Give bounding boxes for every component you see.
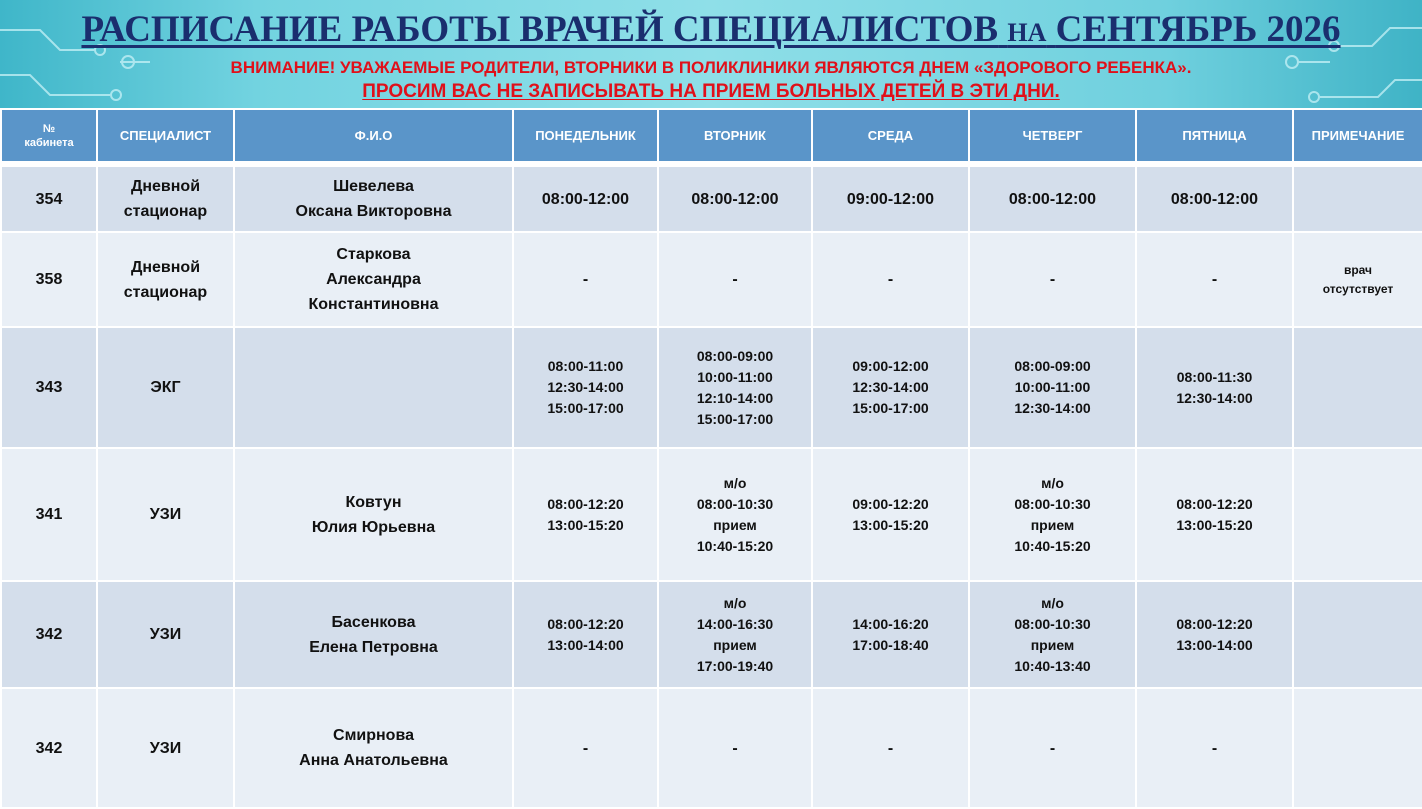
cell-name-line: Юлия Юрьевна [311, 518, 436, 536]
table-row [1, 327, 1422, 448]
cell-name-line: Елена Петровна [309, 638, 438, 656]
table-row [1, 688, 1422, 808]
cell-specialist [97, 164, 234, 232]
cell-friday [1136, 164, 1293, 232]
cell-name-line: Смирнова [333, 727, 414, 744]
cell-thursday-line: прием [1030, 516, 1075, 533]
cell-tuesday [658, 581, 812, 688]
cell-friday-line: - [1211, 271, 1218, 288]
cell-tuesday [658, 448, 812, 581]
cell-thursday-line: 08:00-12:00 [1008, 190, 1097, 208]
cell-wednesday [812, 232, 969, 327]
cell-monday [513, 232, 658, 327]
cell-friday [1136, 581, 1293, 688]
cell-thursday [969, 688, 1136, 808]
cell-monday-line: - [582, 739, 589, 757]
cell-specialist-line: ЭКГ [150, 379, 181, 396]
cell-thursday [969, 164, 1136, 232]
cell-thursday-line: 08:00-10:30 [1014, 495, 1091, 512]
cell-friday-line: 08:00-12:20 [1176, 615, 1253, 632]
cell-room: 343 [1, 327, 97, 448]
cell-thursday [969, 232, 1136, 327]
cell-name [234, 448, 513, 581]
cell-note [1293, 448, 1422, 581]
cell-name-line: Старкова [336, 246, 411, 263]
cell-thursday-line: - [1049, 271, 1056, 288]
cell-friday-line: 08:00-11:30 [1176, 368, 1253, 385]
cell-wednesday-line: 09:00-12:00 [852, 358, 929, 374]
cell-tuesday [658, 327, 812, 448]
cell-wednesday-line: 15:00-17:00 [852, 400, 929, 416]
table-row [1, 164, 1422, 232]
cell-thursday [969, 327, 1136, 448]
table-header-row [1, 109, 1422, 164]
cell-name [234, 581, 513, 688]
cell-wednesday [812, 688, 969, 808]
cell-room: 342 [1, 688, 97, 808]
cell-wednesday [812, 327, 969, 448]
cell-tuesday-line: 12:10-14:00 [696, 389, 774, 406]
cell-name-line: Шевелева [333, 178, 414, 195]
col-header-tuesday: ВТОРНИК [658, 109, 812, 164]
col-header-name: Ф.И.О [234, 109, 513, 164]
cell-thursday-line: 10:40-13:40 [1014, 657, 1091, 674]
cell-friday [1136, 448, 1293, 581]
cell-specialist-line: Дневной [130, 178, 201, 195]
page-title [0, 8, 1422, 55]
cell-room: 354 [1, 164, 97, 232]
title-main: РАСПИСАНИЕ РАБОТЫ ВРАЧЕЙ СПЕЦИАЛИСТОВ [81, 9, 999, 50]
cell-monday-line: 08:00-12:20 [547, 495, 624, 512]
col-header-friday: ПЯТНИЦА [1136, 109, 1293, 164]
col-header-specialist: СПЕЦИАЛИСТ [97, 109, 234, 164]
cell-wednesday-line: 09:00-12:20 [852, 495, 929, 512]
cell-thursday [969, 581, 1136, 688]
cell-monday-line: 15:00-17:00 [547, 400, 624, 416]
cell-specialist-line: стационар [123, 283, 208, 301]
cell-friday-line: 13:00-14:00 [1176, 636, 1253, 653]
cell-monday-line: 13:00-15:20 [547, 516, 624, 533]
cell-note [1293, 688, 1422, 808]
cell-tuesday-line: м/о [723, 594, 747, 611]
cell-monday [513, 327, 658, 448]
header-banner [0, 0, 1422, 108]
cell-name-line: Оксана Викторовна [295, 203, 452, 220]
schedule-table [0, 108, 1422, 809]
cell-tuesday-line: прием [713, 636, 757, 653]
cell-monday [513, 164, 658, 232]
cell-name-line: Анна Анатольевна [299, 752, 448, 769]
cell-room: 358 [1, 232, 97, 327]
cell-wednesday [812, 164, 969, 232]
cell-thursday [969, 448, 1136, 581]
cell-tuesday-line: м/о [723, 474, 747, 491]
cell-tuesday-line: 10:40-15:20 [696, 537, 774, 554]
warning-line-2: ПРОСИМ ВАС НЕ ЗАПИСЫВАТЬ НА ПРИЕМ БОЛЬНЫХ ДЕТЕЙ В ЭТИ ДНИ. [362, 81, 1060, 102]
cell-wednesday [812, 581, 969, 688]
cell-tuesday [658, 232, 812, 327]
cell-monday-line: 08:00-12:20 [547, 615, 624, 632]
cell-tuesday-line: 15:00-17:00 [696, 410, 774, 427]
cell-name-line: Константиновна [308, 296, 439, 313]
cell-tuesday-line: 08:00-12:00 [691, 190, 779, 208]
cell-tuesday-line: - [732, 739, 738, 757]
cell-friday [1136, 688, 1293, 808]
cell-friday-line: 13:00-15:20 [1176, 516, 1253, 533]
cell-wednesday-line: 17:00-18:40 [852, 636, 929, 653]
cell-specialist [97, 232, 234, 327]
cell-friday-line: 08:00-12:00 [1170, 190, 1259, 208]
cell-name-line: Ковтун [345, 493, 402, 511]
table-row [1, 448, 1422, 581]
table-row [1, 232, 1422, 327]
cell-specialist-line: УЗИ [149, 739, 182, 757]
cell-tuesday-line: 08:00-10:30 [696, 495, 774, 512]
cell-tuesday [658, 164, 812, 232]
cell-monday-line: 08:00-12:00 [541, 190, 630, 208]
cell-monday [513, 448, 658, 581]
cell-thursday-line: м/о [1041, 594, 1064, 611]
warning-line-1: ВНИМАНИЕ! УВАЖАЕМЫЕ РОДИТЕЛИ, ВТОРНИКИ В ПОЛИКЛИНИКИ ЯВЛЯЮТСЯ ДНЕМ «ЗДОРОВОГО РЕБЕНКА». [230, 58, 1192, 77]
cell-thursday-line: 10:00-11:00 [1014, 379, 1091, 395]
cell-note-line: врач [1343, 262, 1373, 277]
cell-tuesday-line: прием [713, 516, 757, 533]
cell-monday-line: - [582, 271, 589, 288]
cell-wednesday-line: 09:00-12:00 [846, 190, 935, 208]
cell-room: 341 [1, 448, 97, 581]
cell-tuesday-line: 08:00-09:00 [696, 347, 774, 364]
col-header-monday: ПОНЕДЕЛЬНИК [513, 109, 658, 164]
cell-note [1293, 327, 1422, 448]
cell-note [1293, 164, 1422, 232]
cell-thursday-line: 10:40-15:20 [1014, 537, 1091, 554]
cell-specialist [97, 688, 234, 808]
cell-tuesday-line: 17:00-19:40 [696, 657, 774, 674]
cell-specialist-line: УЗИ [149, 626, 182, 643]
cell-monday [513, 688, 658, 808]
cell-thursday-line: 08:00-10:30 [1014, 615, 1091, 632]
cell-thursday-line: м/о [1041, 474, 1064, 491]
cell-specialist-line: стационар [123, 203, 208, 220]
cell-tuesday-line: 10:00-11:00 [697, 368, 773, 385]
cell-specialist [97, 327, 234, 448]
cell-note-line: отсутствует [1322, 281, 1394, 296]
cell-specialist [97, 448, 234, 581]
cell-wednesday-line: 14:00-16:20 [852, 615, 929, 632]
cell-friday-line: - [1211, 739, 1218, 757]
cell-wednesday-line: - [887, 271, 894, 288]
cell-friday [1136, 327, 1293, 448]
cell-thursday-line: 12:30-14:00 [1014, 400, 1091, 416]
cell-specialist-line: УЗИ [149, 506, 182, 523]
title-month: СЕНТЯБРЬ 2026 [1055, 9, 1341, 50]
cell-name-line: Басенкова [331, 613, 416, 631]
col-header-room: № кабинета [1, 109, 97, 164]
cell-room: 342 [1, 581, 97, 688]
title-preposition: НА [1007, 18, 1047, 47]
cell-note [1293, 232, 1422, 327]
col-header-thursday: ЧЕТВЕРГ [969, 109, 1136, 164]
cell-thursday-line: 08:00-09:00 [1014, 358, 1091, 374]
cell-tuesday [658, 688, 812, 808]
cell-wednesday-line: - [887, 739, 894, 757]
cell-friday-line: 12:30-14:00 [1176, 389, 1253, 406]
cell-specialist [97, 581, 234, 688]
col-header-wednesday: СРЕДА [812, 109, 969, 164]
cell-wednesday-line: 12:30-14:00 [852, 379, 929, 395]
cell-thursday-line: прием [1030, 636, 1075, 653]
cell-monday-line: 13:00-14:00 [547, 636, 624, 653]
cell-note [1293, 581, 1422, 688]
cell-name [234, 327, 513, 448]
cell-name-line: Александра [326, 271, 421, 288]
cell-name [234, 688, 513, 808]
cell-monday-line: 12:30-14:00 [547, 379, 624, 395]
cell-friday-line: 08:00-12:20 [1176, 495, 1253, 512]
cell-thursday-line: - [1049, 739, 1056, 757]
table-row [1, 581, 1422, 688]
cell-name [234, 232, 513, 327]
cell-wednesday-line: 13:00-15:20 [852, 516, 929, 533]
cell-specialist-line: Дневной [130, 258, 201, 276]
cell-name [234, 164, 513, 232]
cell-friday [1136, 232, 1293, 327]
cell-tuesday-line: 14:00-16:30 [696, 615, 774, 632]
cell-wednesday [812, 448, 969, 581]
cell-tuesday-line: - [732, 271, 738, 288]
cell-monday-line: 08:00-11:00 [547, 358, 624, 374]
cell-monday [513, 581, 658, 688]
col-header-note: ПРИМЕЧАНИЕ [1293, 109, 1422, 164]
table-body [1, 164, 1422, 808]
